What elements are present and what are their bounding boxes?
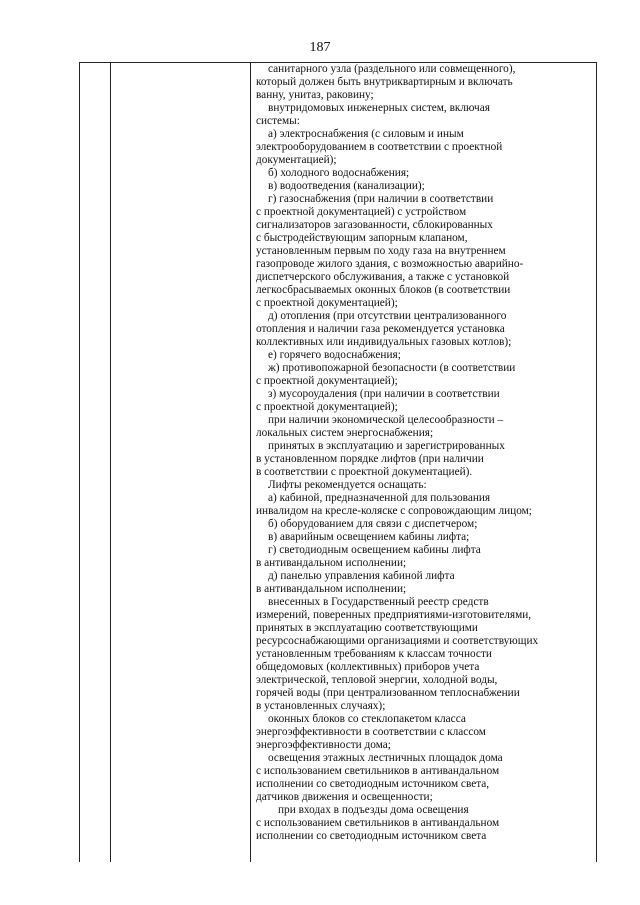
text-line: внесенных в Государственный реестр средств: [268, 596, 489, 608]
text-line: г) газоснабжения (при наличии в соответствии: [268, 193, 494, 205]
text-line: в антивандальном исполнении;: [256, 583, 407, 595]
text-line: с проектной документацией);: [256, 375, 398, 387]
table-text-cell: [256, 63, 592, 843]
text-line: датчиков движения и освещенности;: [256, 791, 433, 803]
text-line: санитарного узла (раздельного или совмещенного),: [268, 63, 516, 75]
text-line: исполнении со светодиодным источником света,: [256, 778, 490, 790]
text-line: инвалидом на кресле-коляске с сопровождающим лицом;: [256, 505, 532, 517]
text-line: освещения этажных лестничных площадок дома: [268, 752, 503, 764]
text-line: коллективных или индивидуальных газовых котлов);: [256, 336, 512, 348]
text-line: с проектной документацией) с устройством: [256, 206, 467, 218]
text-line: а) кабиной, предназначенной для пользования: [268, 492, 491, 504]
text-line: легкосбрасываемых оконных блоков (в соответствии: [256, 284, 511, 296]
text-line: принятых в эксплуатацию соответствующими: [256, 622, 478, 634]
text-line: при входах в подъезды дома освещения: [278, 804, 469, 816]
text-line: ресурсоснабжающими организациями и соответствующих: [256, 635, 539, 647]
text-line: Лифты рекомендуется оснащать:: [268, 479, 427, 491]
text-line: внутридомовых инженерных систем, включая: [268, 102, 490, 114]
text-line: сигнализаторов загазованности, сблокированных: [256, 219, 493, 231]
text-line: в установленных случаях);: [256, 700, 386, 712]
text-line: который должен быть внутриквартирным и включать: [256, 76, 513, 88]
text-line: исполнении со светодиодным источником света: [256, 830, 487, 842]
text-line: б) холодного водоснабжения;: [268, 167, 410, 179]
text-line: с проектной документацией);: [256, 401, 398, 413]
text-line: г) светодиодным освещением кабины лифта: [268, 544, 481, 556]
text-line: ванну, унитаз, раковину;: [256, 89, 374, 101]
text-line: д) панелью управления кабиной лифта: [268, 570, 455, 582]
text-line: с быстродействующим запорным клапаном,: [256, 232, 468, 244]
text-line: в антивандальном исполнении;: [256, 557, 407, 569]
text-line: отопления и наличии газа рекомендуется установка: [256, 323, 505, 335]
text-line: д) отопления (при отсутствии централизованного: [268, 310, 507, 322]
text-line: в) водоотведения (канализации);: [268, 180, 425, 192]
text-line: ж) противопожарной безопасности (в соответствии: [268, 362, 516, 374]
text-line: в соответствии с проектной документацией).: [256, 466, 473, 478]
text-line: е) горячего водоснабжения;: [268, 349, 401, 361]
page-number: 187: [309, 40, 331, 55]
text-line: документацией);: [256, 154, 337, 166]
text-line: в) аварийным освещением кабины лифта;: [268, 531, 470, 543]
text-line: горячей воды (при централизованном теплоснабжении: [256, 687, 520, 699]
text-line: системы:: [256, 115, 300, 127]
text-line: общедомовых (коллективных) приборов учета: [256, 661, 480, 673]
text-line: при наличии экономической целесообразности –: [268, 414, 504, 426]
text-line: с использованием светильников в антивандальном: [256, 765, 500, 777]
text-line: установленным первым по ходу газа на внутреннем: [256, 245, 506, 257]
text-line: с проектной документацией);: [256, 297, 398, 309]
text-line: а) электроснабжения (с силовым и иным: [268, 128, 464, 140]
text-line: принятых в эксплуатацию и зарегистрированных: [268, 440, 505, 452]
text-line: измерений, поверенных предприятиями-изготовителями,: [256, 609, 532, 621]
table-column-divider: [250, 62, 251, 862]
text-line: б) оборудованием для связи с диспетчером;: [268, 518, 478, 530]
text-line: диспетчерского обслуживания, а также с установкой: [256, 271, 510, 283]
text-line: с использованием светильников в антивандальном: [256, 817, 500, 829]
text-line: электрооборудованием в соответствии с проектной: [256, 141, 503, 153]
text-line: установленным требованиям к классам точности: [256, 648, 492, 660]
text-line: энергоэффективности дома;: [256, 739, 391, 751]
text-line: з) мусороудаления (при наличии в соответствии: [268, 388, 500, 400]
table-column-divider: [110, 62, 111, 862]
text-line: энергоэффективности в соответствии с классом: [256, 726, 486, 738]
text-line: оконных блоков со стеклопакетом класса: [268, 713, 466, 725]
text-line: в установленном порядке лифтов (при наличии: [256, 453, 484, 465]
text-line: электрической, тепловой энергии, холодной воды,: [256, 674, 498, 686]
text-line: газопроводе жилого здания, с возможностью аварийно-: [256, 258, 524, 270]
text-line: локальных систем энергоснабжения;: [256, 427, 434, 439]
